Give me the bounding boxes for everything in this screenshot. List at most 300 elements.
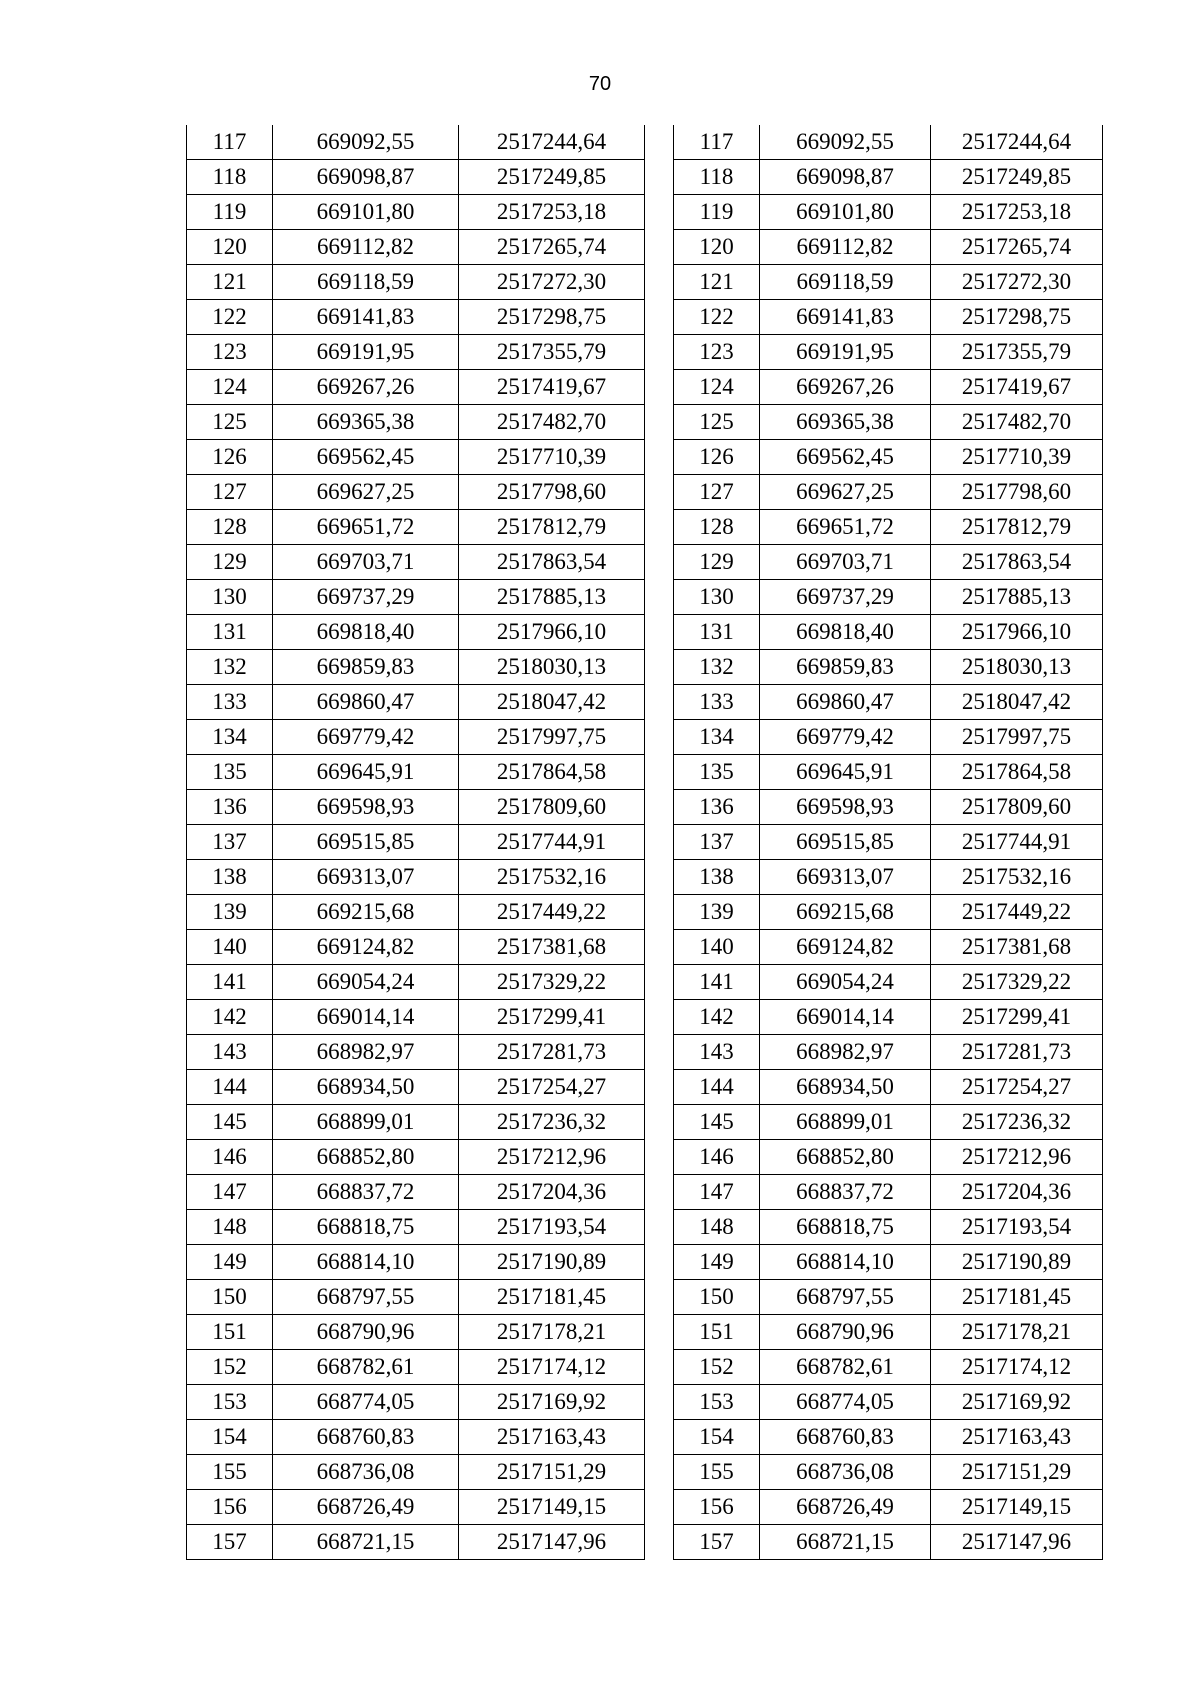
y-coordinate-cell: 2517151,29 [459,1455,645,1490]
x-coordinate-cell: 669651,72 [273,510,459,545]
x-coordinate-cell: 669737,29 [273,580,459,615]
y-coordinate-cell: 2517419,67 [459,370,645,405]
table-row [187,930,645,965]
point-number-cell: 119 [187,195,273,230]
x-coordinate-cell: 669515,85 [273,825,459,860]
table-row [674,1420,1103,1455]
y-coordinate-cell: 2517744,91 [931,825,1103,860]
table-row [187,1525,645,1560]
x-coordinate-cell: 669101,80 [273,195,459,230]
table-row [674,195,1103,230]
point-number-cell: 146 [187,1140,273,1175]
point-number-cell: 152 [187,1350,273,1385]
point-number-cell: 139 [674,895,760,930]
point-number-cell: 118 [674,160,760,195]
y-coordinate-cell: 2517265,74 [931,230,1103,265]
table-row [674,1140,1103,1175]
y-coordinate-cell: 2517419,67 [931,370,1103,405]
point-number-cell: 157 [187,1525,273,1560]
point-number-cell: 151 [674,1315,760,1350]
table-row [187,1035,645,1070]
y-coordinate-cell: 2517298,75 [931,300,1103,335]
x-coordinate-cell: 669645,91 [273,755,459,790]
point-number-cell: 140 [674,930,760,965]
table-row [187,230,645,265]
y-coordinate-cell: 2517190,89 [931,1245,1103,1280]
table-row [674,650,1103,685]
x-coordinate-cell: 669651,72 [760,510,931,545]
y-coordinate-cell: 2517710,39 [459,440,645,475]
table-row [674,790,1103,825]
table-row [674,125,1103,160]
table-row [674,825,1103,860]
x-coordinate-cell: 669818,40 [760,615,931,650]
table-row [674,405,1103,440]
x-coordinate-cell: 669598,93 [760,790,931,825]
point-number-cell: 131 [674,615,760,650]
x-coordinate-cell: 669014,14 [273,1000,459,1035]
table-row [187,1280,645,1315]
table-row [674,1490,1103,1525]
table-row [187,125,645,160]
table-row [674,755,1103,790]
y-coordinate-cell: 2517381,68 [459,930,645,965]
point-number-cell: 149 [187,1245,273,1280]
y-coordinate-cell: 2517966,10 [459,615,645,650]
point-number-cell: 123 [674,335,760,370]
table-row [674,860,1103,895]
table-row [187,685,645,720]
table-row [674,1385,1103,1420]
point-number-cell: 142 [187,1000,273,1035]
y-coordinate-cell: 2517174,12 [931,1350,1103,1385]
y-coordinate-cell: 2517149,15 [931,1490,1103,1525]
y-coordinate-cell: 2517798,60 [459,475,645,510]
table-row [187,895,645,930]
point-number-cell: 153 [674,1385,760,1420]
x-coordinate-cell: 669124,82 [760,930,931,965]
point-number-cell: 126 [674,440,760,475]
table-row [674,1315,1103,1350]
table-row [187,195,645,230]
table-row [674,965,1103,1000]
table-row [187,1210,645,1245]
y-coordinate-cell: 2517181,45 [459,1280,645,1315]
x-coordinate-cell: 668982,97 [760,1035,931,1070]
table-row [187,335,645,370]
y-coordinate-cell: 2517482,70 [459,405,645,440]
point-number-cell: 125 [187,405,273,440]
y-coordinate-cell: 2517169,92 [931,1385,1103,1420]
x-coordinate-cell: 669703,71 [273,545,459,580]
table-row [187,300,645,335]
x-coordinate-cell: 669141,83 [760,300,931,335]
y-coordinate-cell: 2517744,91 [459,825,645,860]
point-number-cell: 155 [187,1455,273,1490]
x-coordinate-cell: 669860,47 [273,685,459,720]
point-number-cell: 122 [187,300,273,335]
x-coordinate-cell: 669860,47 [760,685,931,720]
y-coordinate-cell: 2517863,54 [931,545,1103,580]
point-number-cell: 130 [187,580,273,615]
table-row [187,615,645,650]
x-coordinate-cell: 668899,01 [273,1105,459,1140]
point-number-cell: 126 [187,440,273,475]
y-coordinate-cell: 2517265,74 [459,230,645,265]
point-number-cell: 125 [674,405,760,440]
x-coordinate-cell: 669562,45 [273,440,459,475]
y-coordinate-cell: 2517532,16 [459,860,645,895]
point-number-cell: 117 [674,125,760,160]
y-coordinate-cell: 2517449,22 [931,895,1103,930]
table-row [674,1210,1103,1245]
y-coordinate-cell: 2517244,64 [931,125,1103,160]
point-number-cell: 156 [187,1490,273,1525]
table-row [187,1245,645,1280]
y-coordinate-cell: 2517174,12 [459,1350,645,1385]
y-coordinate-cell: 2518047,42 [931,685,1103,720]
x-coordinate-cell: 669191,95 [273,335,459,370]
x-coordinate-cell: 668721,15 [273,1525,459,1560]
x-coordinate-cell: 669598,93 [273,790,459,825]
y-coordinate-cell: 2518030,13 [931,650,1103,685]
point-number-cell: 128 [187,510,273,545]
y-coordinate-cell: 2517885,13 [459,580,645,615]
point-number-cell: 120 [674,230,760,265]
x-coordinate-cell: 669365,38 [273,405,459,440]
point-number-cell: 150 [187,1280,273,1315]
point-number-cell: 143 [187,1035,273,1070]
point-number-cell: 137 [674,825,760,860]
table-row [187,370,645,405]
point-number-cell: 129 [187,545,273,580]
x-coordinate-cell: 669818,40 [273,615,459,650]
coordinates-table-right [673,125,1103,1560]
point-number-cell: 147 [674,1175,760,1210]
table-row [187,580,645,615]
x-coordinate-cell: 669267,26 [760,370,931,405]
x-coordinate-cell: 668818,75 [760,1210,931,1245]
x-coordinate-cell: 668814,10 [760,1245,931,1280]
x-coordinate-cell: 669098,87 [760,160,931,195]
y-coordinate-cell: 2517169,92 [459,1385,645,1420]
x-coordinate-cell: 668837,72 [760,1175,931,1210]
x-coordinate-cell: 668726,49 [273,1490,459,1525]
y-coordinate-cell: 2517163,43 [931,1420,1103,1455]
x-coordinate-cell: 669118,59 [760,265,931,300]
x-coordinate-cell: 668814,10 [273,1245,459,1280]
y-coordinate-cell: 2517449,22 [459,895,645,930]
x-coordinate-cell: 668736,08 [760,1455,931,1490]
y-coordinate-cell: 2517204,36 [931,1175,1103,1210]
table-row [674,370,1103,405]
y-coordinate-cell: 2517532,16 [931,860,1103,895]
table-row [187,1105,645,1140]
x-coordinate-cell: 668760,83 [273,1420,459,1455]
point-number-cell: 138 [187,860,273,895]
x-coordinate-cell: 669191,95 [760,335,931,370]
y-coordinate-cell: 2517329,22 [931,965,1103,1000]
y-coordinate-cell: 2517329,22 [459,965,645,1000]
table-row [187,1175,645,1210]
point-number-cell: 124 [674,370,760,405]
point-number-cell: 124 [187,370,273,405]
point-number-cell: 132 [674,650,760,685]
y-coordinate-cell: 2517178,21 [459,1315,645,1350]
table-row [674,1455,1103,1490]
x-coordinate-cell: 669859,83 [760,650,931,685]
point-number-cell: 145 [187,1105,273,1140]
y-coordinate-cell: 2517482,70 [931,405,1103,440]
table-row [674,720,1103,755]
x-coordinate-cell: 669215,68 [273,895,459,930]
x-coordinate-cell: 669141,83 [273,300,459,335]
table-row [187,1315,645,1350]
x-coordinate-cell: 668818,75 [273,1210,459,1245]
y-coordinate-cell: 2517147,96 [931,1525,1103,1560]
point-number-cell: 121 [674,265,760,300]
table-row [187,265,645,300]
y-coordinate-cell: 2517249,85 [931,160,1103,195]
y-coordinate-cell: 2517812,79 [459,510,645,545]
table-row [674,1525,1103,1560]
x-coordinate-cell: 668782,61 [760,1350,931,1385]
y-coordinate-cell: 2517798,60 [931,475,1103,510]
point-number-cell: 121 [187,265,273,300]
x-coordinate-cell: 669054,24 [760,965,931,1000]
y-coordinate-cell: 2517885,13 [931,580,1103,615]
x-coordinate-cell: 669092,55 [273,125,459,160]
table-row [674,475,1103,510]
table-row [674,1000,1103,1035]
y-coordinate-cell: 2517253,18 [931,195,1103,230]
table-row [674,265,1103,300]
y-coordinate-cell: 2517178,21 [931,1315,1103,1350]
x-coordinate-cell: 668797,55 [273,1280,459,1315]
point-number-cell: 148 [187,1210,273,1245]
x-coordinate-cell: 668790,96 [273,1315,459,1350]
x-coordinate-cell: 669737,29 [760,580,931,615]
x-coordinate-cell: 668934,50 [760,1070,931,1105]
point-number-cell: 154 [187,1420,273,1455]
table-row [187,1490,645,1525]
table-row [187,510,645,545]
table-row [187,545,645,580]
point-number-cell: 144 [674,1070,760,1105]
point-number-cell: 139 [187,895,273,930]
y-coordinate-cell: 2517244,64 [459,125,645,160]
x-coordinate-cell: 669859,83 [273,650,459,685]
x-coordinate-cell: 669627,25 [760,475,931,510]
table-row [187,650,645,685]
table-row [674,335,1103,370]
point-number-cell: 134 [674,720,760,755]
x-coordinate-cell: 668982,97 [273,1035,459,1070]
table-row [674,510,1103,545]
y-coordinate-cell: 2517381,68 [931,930,1103,965]
y-coordinate-cell: 2517236,32 [931,1105,1103,1140]
point-number-cell: 122 [674,300,760,335]
x-coordinate-cell: 668797,55 [760,1280,931,1315]
x-coordinate-cell: 669627,25 [273,475,459,510]
point-number-cell: 156 [674,1490,760,1525]
x-coordinate-cell: 669118,59 [273,265,459,300]
point-number-cell: 148 [674,1210,760,1245]
point-number-cell: 141 [187,965,273,1000]
y-coordinate-cell: 2517864,58 [459,755,645,790]
x-coordinate-cell: 669703,71 [760,545,931,580]
x-coordinate-cell: 669098,87 [273,160,459,195]
x-coordinate-cell: 669313,07 [273,860,459,895]
point-number-cell: 143 [674,1035,760,1070]
point-number-cell: 134 [187,720,273,755]
y-coordinate-cell: 2517147,96 [459,1525,645,1560]
point-number-cell: 133 [674,685,760,720]
y-coordinate-cell: 2517163,43 [459,1420,645,1455]
y-coordinate-cell: 2517966,10 [931,615,1103,650]
x-coordinate-cell: 669779,42 [760,720,931,755]
point-number-cell: 142 [674,1000,760,1035]
point-number-cell: 135 [187,755,273,790]
x-coordinate-cell: 669014,14 [760,1000,931,1035]
point-number-cell: 155 [674,1455,760,1490]
point-number-cell: 149 [674,1245,760,1280]
x-coordinate-cell: 669215,68 [760,895,931,930]
x-coordinate-cell: 669313,07 [760,860,931,895]
point-number-cell: 123 [187,335,273,370]
table-row [674,580,1103,615]
table-row [187,825,645,860]
point-number-cell: 127 [187,475,273,510]
table-row [187,1350,645,1385]
y-coordinate-cell: 2517204,36 [459,1175,645,1210]
table-row [187,1455,645,1490]
table-row [187,790,645,825]
point-number-cell: 119 [674,195,760,230]
x-coordinate-cell: 668899,01 [760,1105,931,1140]
y-coordinate-cell: 2517997,75 [459,720,645,755]
y-coordinate-cell: 2517254,27 [931,1070,1103,1105]
table-row [187,720,645,755]
table-row [674,615,1103,650]
x-coordinate-cell: 669101,80 [760,195,931,230]
y-coordinate-cell: 2517151,29 [931,1455,1103,1490]
table-row [187,1385,645,1420]
x-coordinate-cell: 669092,55 [760,125,931,160]
x-coordinate-cell: 668852,80 [273,1140,459,1175]
x-coordinate-cell: 669645,91 [760,755,931,790]
x-coordinate-cell: 669562,45 [760,440,931,475]
x-coordinate-cell: 668736,08 [273,1455,459,1490]
point-number-cell: 136 [674,790,760,825]
table-row [674,1245,1103,1280]
table-row [187,1140,645,1175]
y-coordinate-cell: 2517299,41 [931,1000,1103,1035]
y-coordinate-cell: 2517212,96 [931,1140,1103,1175]
point-number-cell: 117 [187,125,273,160]
y-coordinate-cell: 2517809,60 [459,790,645,825]
table-row [674,440,1103,475]
y-coordinate-cell: 2517272,30 [931,265,1103,300]
x-coordinate-cell: 669112,82 [273,230,459,265]
point-number-cell: 151 [187,1315,273,1350]
x-coordinate-cell: 669054,24 [273,965,459,1000]
y-coordinate-cell: 2517193,54 [931,1210,1103,1245]
table-row [674,685,1103,720]
y-coordinate-cell: 2518030,13 [459,650,645,685]
table-row [674,1105,1103,1140]
page-number: 70 [588,73,612,95]
table-row [187,440,645,475]
point-number-cell: 150 [674,1280,760,1315]
coordinates-table-left [186,125,645,1560]
y-coordinate-cell: 2517281,73 [459,1035,645,1070]
y-coordinate-cell: 2517181,45 [931,1280,1103,1315]
x-coordinate-cell: 669124,82 [273,930,459,965]
point-number-cell: 128 [674,510,760,545]
x-coordinate-cell: 669365,38 [760,405,931,440]
point-number-cell: 133 [187,685,273,720]
y-coordinate-cell: 2517236,32 [459,1105,645,1140]
point-number-cell: 130 [674,580,760,615]
point-number-cell: 147 [187,1175,273,1210]
point-number-cell: 140 [187,930,273,965]
table-row [674,545,1103,580]
y-coordinate-cell: 2517809,60 [931,790,1103,825]
point-number-cell: 127 [674,475,760,510]
x-coordinate-cell: 669112,82 [760,230,931,265]
y-coordinate-cell: 2517249,85 [459,160,645,195]
point-number-cell: 131 [187,615,273,650]
y-coordinate-cell: 2517863,54 [459,545,645,580]
x-coordinate-cell: 668782,61 [273,1350,459,1385]
y-coordinate-cell: 2518047,42 [459,685,645,720]
point-number-cell: 146 [674,1140,760,1175]
table-row [674,930,1103,965]
table-row [187,965,645,1000]
table-row [674,230,1103,265]
table-row [187,405,645,440]
point-number-cell: 135 [674,755,760,790]
point-number-cell: 132 [187,650,273,685]
y-coordinate-cell: 2517193,54 [459,1210,645,1245]
table-row [187,475,645,510]
y-coordinate-cell: 2517254,27 [459,1070,645,1105]
x-coordinate-cell: 668837,72 [273,1175,459,1210]
point-number-cell: 152 [674,1350,760,1385]
y-coordinate-cell: 2517149,15 [459,1490,645,1525]
x-coordinate-cell: 668726,49 [760,1490,931,1525]
point-number-cell: 141 [674,965,760,1000]
table-row [674,160,1103,195]
y-coordinate-cell: 2517272,30 [459,265,645,300]
point-number-cell: 118 [187,160,273,195]
table-row [674,1070,1103,1105]
x-coordinate-cell: 668790,96 [760,1315,931,1350]
table-row [674,1035,1103,1070]
point-number-cell: 153 [187,1385,273,1420]
y-coordinate-cell: 2517864,58 [931,755,1103,790]
table-row [187,1420,645,1455]
table-row [187,1000,645,1035]
point-number-cell: 157 [674,1525,760,1560]
table-row [674,1280,1103,1315]
y-coordinate-cell: 2517710,39 [931,440,1103,475]
y-coordinate-cell: 2517253,18 [459,195,645,230]
x-coordinate-cell: 668774,05 [760,1385,931,1420]
y-coordinate-cell: 2517299,41 [459,1000,645,1035]
table-row [187,860,645,895]
